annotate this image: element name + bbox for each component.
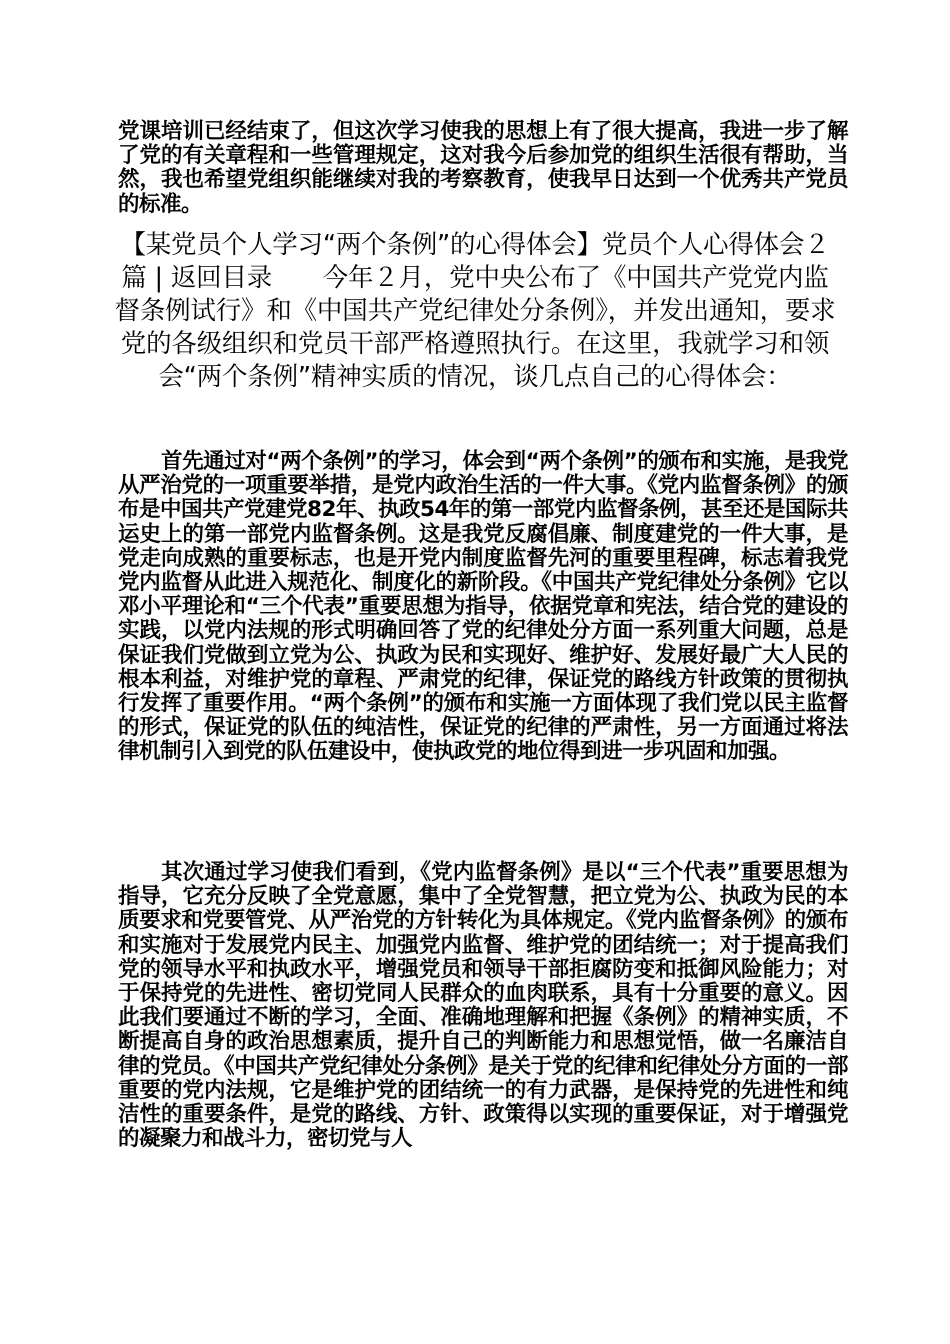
intro-paragraph: 党课培训已经结束了，但这次学习使我的思想上有了很大提高，我进一步了解了党的有关章程和一些管理规定，这对我今后参加党的组织生活很有帮助，当然，我也希望党组织能继续对我的考察教育，使我早日达到一个优秀共产党员的标准。	[118, 119, 848, 217]
body-paragraph-first: 首先通过对“两个条例”的学习，体会到“两个条例”的颁布和实施，是我党从严治党的一项重要举措，是党内政治生活的一件大事。《党内监督条例》的颁布是中国共产党建党82年、执政54年的第一部党内监督条例，甚至还是国际共运史上的第一部党内监督条例。这是我党反腐倡廉、制度建党的一件大事，是党走向成熟的重要标志，也是开党内制度监督先河的重要里程碑，标志着我党党内监督从此进入规范化、制度化的新阶段。《中国共产党纪律处分条例》它以邓小平理论和“三个代表”重要思想为指导，依据党章和宪法，结合党的建设的实践，以党内法规的形式明确回答了党的纪律处分方面一系列重大问题，总是保证我们党做到立党为公、执政为民和实现好、维护好、发展好最广大人民的根本利益，对维护党的章程、严肃党的纪律，保证党的路线方针政策的贯彻执行发挥了重要作用。“两个条例”的颁布和实施一方面体现了我们党以民主监督的形式，保证党的队伍的纯洁性，保证党的纪律的严肃性，另一方面通过将法律机制引入到党的队伍建设中，使执政党的地位得到进一步巩固和加强。	[118, 449, 848, 765]
body-paragraph-second: 其次通过学习使我们看到，《党内监督条例》是以“三个代表”重要思想为指导，它充分反映了全党意愿，集中了全党智慧，把立党为公、执政为民的本质要求和党要管党、从严治党的方针转化为具体规定。《党内监督条例》的颁布和实施对于发展党内民主、加强党内监督、维护党的团结统一；对于提高我们党的领导水平和执政水平，增强党员和领导干部拒腐防变和抵御风险能力；对于保持党的先进性、密切党同人民群众的血肉联系，具有十分重要的意义。因此我们要通过不断的学习，全面、准确地理解和把握《条例》的精神实质，不断提高自身的政治思想素质，提升自己的判断能力和思想觉悟，做一名廉洁自律的党员。《中国共产党纪律处分条例》是关于党的纪律和纪律处分方面的一部重要的党内法规，它是维护党的团结统一的有力武器，是保持党的先进性和纯洁性的重要条件，是党的路线、方针、政策得以实现的重要保证，对于增强党的凝聚力和战斗力，密切党与人	[118, 860, 848, 1152]
article-heading: 【某党员个人学习“两个条例”的心得体会】党员个人心得体会２篇 | 返回目录 今年２月，党中央公布了《中国共产党党内监督条例试行》和《中国共产党纪律处分条例》，并发出通知，要求党的各级组织和党员干部严格遵照执行。在这里，我就学习和领会“两个条例”精神实质的情况，谈几点自己的心得体会：	[114, 230, 836, 393]
